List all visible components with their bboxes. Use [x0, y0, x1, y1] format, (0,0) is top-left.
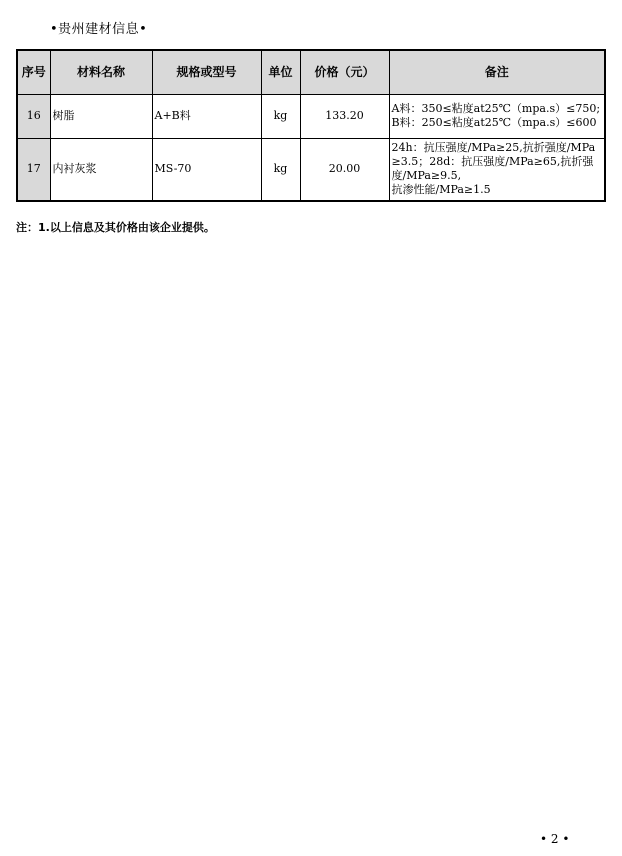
cell-unit: kg — [261, 138, 300, 201]
page-number: • 2 • — [540, 832, 570, 846]
column-header-spec: 规格或型号 — [152, 50, 261, 94]
cell-price: 133.20 — [300, 94, 389, 138]
column-header-name: 材料名称 — [50, 50, 152, 94]
note-line: B料：250≤粘度at25℃（mpa.s）≤600 — [391, 116, 597, 129]
table-row — [17, 94, 605, 138]
note-line: 度/MPa≥9.5, — [391, 169, 462, 183]
note-line: 抗渗性能/MPa≥1.5 — [391, 183, 491, 197]
column-header-price: 价格（元） — [300, 50, 389, 94]
page-header-title: •贵州建材信息• — [50, 22, 148, 37]
column-header-unit: 单位 — [261, 50, 300, 94]
footnote: 注：1.以上信息及其价格由该企业提供。 — [16, 221, 215, 234]
column-header-seq: 序号 — [17, 50, 50, 94]
cell-name: 树脂 — [50, 94, 152, 138]
cell-unit: kg — [261, 94, 300, 138]
cell-seq: 16 — [17, 94, 50, 138]
cell-spec: MS-70 — [152, 138, 261, 201]
note-line: 24h：抗压强度/MPa≥25,抗折强度/MPa — [391, 141, 596, 155]
note-line: ≥3.5；28d：抗压强度/MPa≥65,抗折强 — [391, 155, 594, 169]
cell-note — [389, 94, 605, 138]
cell-spec: A+B料 — [152, 94, 261, 138]
price-table — [16, 49, 606, 202]
table-row — [17, 138, 605, 201]
cell-name: 内衬灰浆 — [50, 138, 152, 201]
cell-note — [389, 138, 605, 201]
cell-seq: 17 — [17, 138, 50, 201]
column-header-note: 备注 — [389, 50, 605, 94]
note-line: A料：350≤粘度at25℃（mpa.s）≤750; — [391, 102, 601, 115]
cell-price: 20.00 — [300, 138, 389, 201]
table-header-row — [17, 50, 605, 94]
